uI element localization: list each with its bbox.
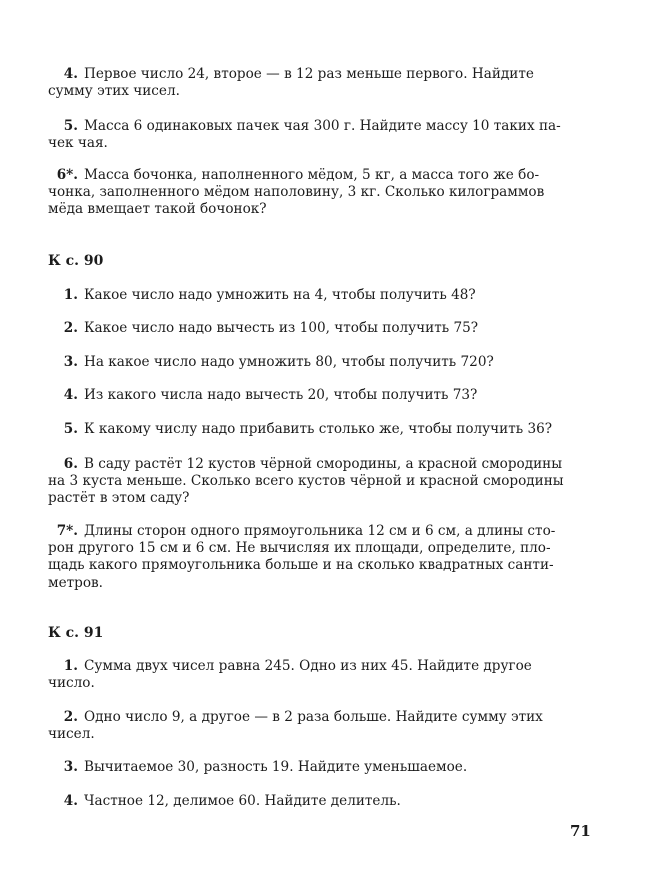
problem-5: 5. К какому числу надо прибавить столько же, чтобы получить 36? — [48, 421, 596, 438]
problem-number: 2. — [63, 709, 78, 725]
problem-7-star: 7*. Длины сторон одного прямоугольника 12 см и 6 см, а длины сто- рон другого 15 см и 6 см. Не вычисляя их площади, определите, пло- щадь какого прямоугольника больше и на сколько квадратных санти- метров. — [48, 523, 556, 591]
problem-3: 3. Вычитаемое 30, разность 19. Найдите уменьшаемое. — [48, 759, 596, 776]
problem-3: 3. На какое число надо умножить 80, чтобы получить 720? — [48, 354, 596, 371]
problem-4: 4. Первое число 24, второе — в 12 раз меньше первого. Найдите сумму этих чисел. — [48, 66, 534, 100]
problem-1: 1. Какое число надо умножить на 4, чтобы получить 48? — [48, 287, 596, 304]
problem-number: 6. — [63, 456, 78, 472]
problem-2: 2. Одно число 9, а другое — в 2 раза больше. Найдите сумму этих чисел. — [48, 709, 543, 743]
problem-1: 1. Сумма двух чисел равна 245. Одно из них 45. Найдите другое число. — [48, 658, 532, 692]
section-heading-p90: К с. 90 — [48, 253, 104, 269]
problem-number: 4. — [63, 793, 78, 809]
problem-number: 2. — [63, 320, 78, 336]
problem-number: 4. — [63, 387, 78, 403]
problem-number: 5. — [63, 421, 78, 437]
problem-number: 4. — [63, 66, 78, 82]
problem-number: 5. — [63, 118, 78, 134]
problem-number: 7*. — [56, 523, 78, 539]
problem-6-star: 6*. Масса бочонка, наполненного мёдом, 5 кг, а масса того же бо- чонка, заполненного мёдом наполовину, 3 кг. Сколько килограммов мёда вмещает такой бочонок? — [48, 167, 545, 218]
section-heading-p91: К с. 91 — [48, 625, 104, 641]
page-number: 71 — [570, 822, 591, 840]
problem-number: 1. — [63, 287, 78, 303]
problem-number: 3. — [63, 759, 78, 775]
problem-4: 4. Частное 12, делимое 60. Найдите делитель. — [48, 793, 596, 810]
problem-4: 4. Из какого числа надо вычесть 20, чтобы получить 73? — [48, 387, 596, 404]
problem-5: 5. Масса 6 одинаковых пачек чая 300 г. Найдите массу 10 таких па- чек чая. — [48, 118, 561, 152]
problem-2: 2. Какое число надо вычесть из 100, чтобы получить 75? — [48, 320, 596, 337]
problem-number: 6*. — [56, 167, 78, 183]
problem-6: 6. В саду растёт 12 кустов чёрной смородины, а красной смородины на 3 куста меньше. Сколько всего кустов чёрной и красной смородины растёт в этом саду? — [48, 456, 564, 507]
problem-number: 1. — [63, 658, 78, 674]
problem-number: 3. — [63, 354, 78, 370]
